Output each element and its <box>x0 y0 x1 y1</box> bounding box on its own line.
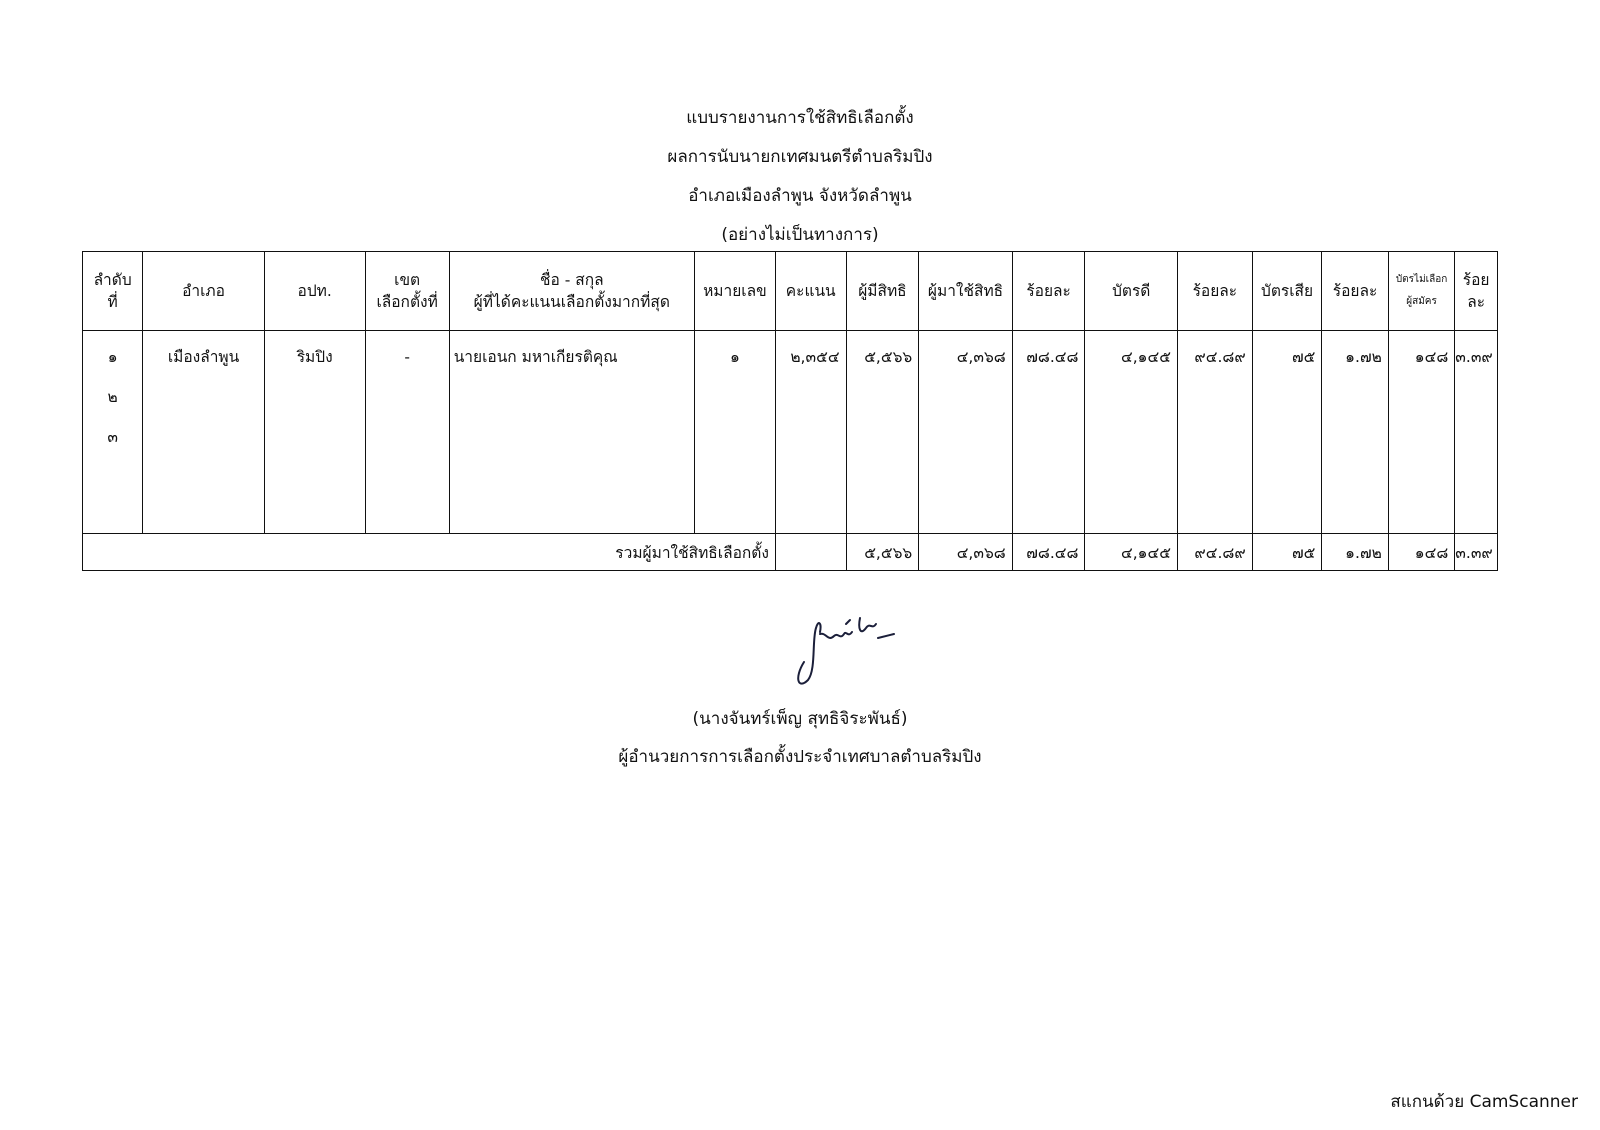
header-name-line1: ชื่อ - สกุล <box>539 271 604 289</box>
header-no-vote-line2: ผู้สมัคร <box>1406 296 1437 307</box>
header-number: หมายเลข <box>694 252 775 331</box>
cell-pct-spoiled: ๑.๗๒ <box>1322 331 1388 534</box>
report-subtitle: ผลการนับนายกเทศมนตรีตำบลริมปิง <box>667 147 933 167</box>
header-no-vote-line1: บัตรไม่เลือก <box>1395 274 1448 285</box>
header-org: อปท. <box>264 252 365 331</box>
cell-score: ๒,๓๕๔ <box>775 331 846 534</box>
cell-amphoe: เมืองลำพูน <box>143 331 265 534</box>
header-order <box>83 252 143 331</box>
header-zone <box>365 252 449 331</box>
total-score-empty <box>775 534 846 571</box>
header-pct-good: ร้อยละ <box>1177 252 1252 331</box>
header-no-vote-ballots <box>1388 252 1454 331</box>
cell-spoiled-ballots: ๗๕ <box>1252 331 1322 534</box>
cell-pct-good: ๙๔.๘๙ <box>1177 331 1252 534</box>
cell-voters: ๔,๓๖๘ <box>919 331 1013 534</box>
total-pct-spoiled: ๑.๗๒ <box>1322 534 1388 571</box>
header-voters: ผู้มาใช้สิทธิ <box>919 252 1013 331</box>
header-spoiled-ballots: บัตรเสีย <box>1252 252 1322 331</box>
total-pct-good: ๙๔.๘๙ <box>1177 534 1252 571</box>
order-number: ๑ <box>107 348 118 366</box>
total-eligible: ๕,๕๖๖ <box>846 534 919 571</box>
header-score: คะแนน <box>775 252 846 331</box>
header-amphoe: อำเภอ <box>143 252 265 331</box>
cell-candidate-name: นายเอนก มหาเกียรติคุณ <box>449 331 694 534</box>
total-spoiled-ballots: ๗๕ <box>1252 534 1322 571</box>
total-no-vote-ballots: ๑๔๘ <box>1388 534 1454 571</box>
total-voters: ๔,๓๖๘ <box>919 534 1013 571</box>
header-eligible: ผู้มีสิทธิ <box>846 252 919 331</box>
cell-no-vote-ballots: ๑๔๘ <box>1388 331 1454 534</box>
header-zone-line1: เขต <box>394 271 421 289</box>
order-number: ๒ <box>107 388 118 406</box>
cell-pct-voters: ๗๘.๔๘ <box>1012 331 1085 534</box>
cell-org: ริมปิง <box>264 331 365 534</box>
cell-order <box>83 331 143 534</box>
signatory-title: ผู้อำนวยการการเลือกตั้งประจำเทศบาลตำบลริมปิง <box>618 747 982 767</box>
order-number: ๓ <box>107 428 118 446</box>
cell-pct-no-vote: ๓.๓๙ <box>1455 331 1498 534</box>
cell-candidate-number: ๑ <box>694 331 775 534</box>
signatory-name: (นางจันทร์เพ็ญ สุทธิจิระพันธ์) <box>692 709 908 729</box>
total-label: รวมผู้มาใช้สิทธิเลือกตั้ง <box>83 534 776 571</box>
header-pct-voters: ร้อยละ <box>1012 252 1085 331</box>
header-pct-no-vote: ร้อยละ <box>1455 252 1498 331</box>
handwritten-signature <box>786 610 906 690</box>
total-good-ballots: ๔,๑๔๕ <box>1085 534 1177 571</box>
report-title: แบบรายงานการใช้สิทธิเลือกตั้ง <box>686 108 914 128</box>
total-pct-voters: ๗๘.๔๘ <box>1012 534 1085 571</box>
scanner-watermark: สแกนด้วย CamScanner <box>1390 1092 1578 1112</box>
header-order-line2: ที่ <box>107 293 118 311</box>
report-status-note: (อย่างไม่เป็นทางการ) <box>721 225 879 245</box>
header-good-ballots: บัตรดี <box>1085 252 1177 331</box>
cell-zone: - <box>365 331 449 534</box>
total-row <box>83 534 1498 571</box>
header-zone-line2: เลือกตั้งที่ <box>376 293 438 311</box>
total-pct-no-vote: ๓.๓๙ <box>1455 534 1498 571</box>
election-results-table <box>82 251 1498 571</box>
header-pct-spoiled: ร้อยละ <box>1322 252 1388 331</box>
header-order-line1: ลำดับ <box>93 271 132 289</box>
report-location: อำเภอเมืองลำพูน จังหวัดลำพูน <box>688 186 912 206</box>
table-row <box>83 331 1498 534</box>
header-name-line2: ผู้ที่ได้คะแนนเลือกตั้งมากที่สุด <box>473 293 670 311</box>
cell-good-ballots: ๔,๑๔๕ <box>1085 331 1177 534</box>
cell-eligible: ๕,๕๖๖ <box>846 331 919 534</box>
header-name <box>449 252 694 331</box>
